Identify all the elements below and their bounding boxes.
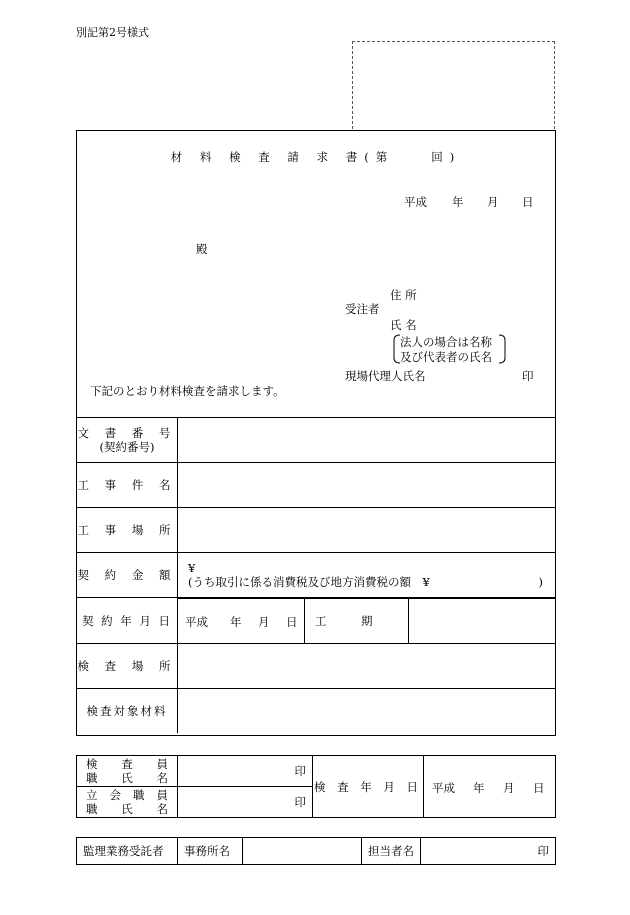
- period-label: 工 期: [305, 599, 409, 644]
- inspector-table: [76, 755, 556, 818]
- insp-char-1: 検: [86, 757, 98, 771]
- supervision-table: [76, 837, 556, 865]
- contract-amount-label: 契 約 金 額: [77, 553, 178, 598]
- request-text: 下記のとおり材料検査を請求します。: [90, 384, 285, 398]
- inspector-value[interactable]: [178, 756, 313, 787]
- insp-date-month: 月: [503, 781, 515, 795]
- doc-number-label: [77, 418, 178, 463]
- inspector-label: [77, 756, 178, 787]
- addressee-suffix: 殿: [196, 242, 208, 256]
- contract-date-year: 年: [230, 615, 242, 629]
- contract-number-text: (契約番号): [99, 440, 155, 454]
- form-header: [77, 131, 555, 417]
- office-label: 事務所名: [178, 838, 243, 865]
- contract-date-value[interactable]: [178, 599, 305, 644]
- person-value[interactable]: [421, 838, 556, 865]
- wit-char-1: 立: [86, 788, 98, 802]
- witness-label: [77, 787, 178, 818]
- tax-close: ): [538, 575, 543, 589]
- work-name-label: 工 事 件 名: [77, 463, 178, 508]
- corp-note-2: 及び代表者の氏名: [400, 350, 492, 364]
- date-month: 月: [487, 195, 499, 209]
- table-row: [77, 598, 555, 644]
- contract-date-label: 契 約 年 月 日: [77, 598, 178, 644]
- address-label: 住 所: [390, 288, 417, 302]
- wit-char-4: 員: [156, 788, 168, 802]
- person-label: 担当者名: [362, 838, 421, 865]
- date-era: 平成: [404, 195, 427, 209]
- name-char-2: 氏: [121, 771, 133, 785]
- table-row: [77, 463, 555, 508]
- date-day: 日: [522, 195, 534, 209]
- table-row: [77, 418, 555, 463]
- doc-number-value[interactable]: [178, 418, 556, 463]
- site-agent-label: 現場代理人氏名: [345, 369, 426, 383]
- contract-date-month: 月: [258, 615, 270, 629]
- table-row: [77, 553, 555, 598]
- witness-value[interactable]: [178, 787, 313, 818]
- wname-char-1: 職: [86, 802, 98, 816]
- right-bracket: [497, 334, 507, 364]
- name-label: 氏 名: [390, 318, 417, 332]
- supervision-label: 監理業務受託者: [77, 838, 178, 865]
- contract-date-era: 平成: [185, 615, 208, 629]
- contractor-label: 受注者: [345, 302, 380, 316]
- yen-mark: ¥: [188, 561, 196, 575]
- wit-char-2: 会: [109, 788, 121, 802]
- doc-number-text: 文 書 番 号: [77, 426, 177, 440]
- details-table: [77, 417, 555, 733]
- insp-date-era: 平成: [432, 781, 455, 795]
- insp-date-year: 年: [473, 781, 485, 795]
- inspection-place-value[interactable]: [178, 644, 556, 689]
- corp-note-1: 法人の場合は名称: [400, 335, 492, 349]
- name-char-1: 職: [86, 771, 98, 785]
- office-value[interactable]: [243, 838, 362, 865]
- period-value[interactable]: [409, 599, 556, 644]
- inspection-date-label: 検 査 年 月 日: [313, 756, 424, 818]
- receipt-stamp-box: [352, 41, 555, 129]
- contract-date-day: 日: [286, 615, 298, 629]
- wit-char-3: 職: [133, 788, 145, 802]
- witness-seal: 印: [294, 795, 306, 809]
- inspection-date-value[interactable]: [424, 756, 556, 818]
- inspection-place-label: 検 査 場 所: [77, 644, 178, 689]
- insp-char-3: 員: [156, 757, 168, 771]
- work-name-value[interactable]: [178, 463, 556, 508]
- agent-seal: 印: [522, 369, 534, 383]
- request-form: [76, 130, 556, 736]
- name-char-3: 名: [156, 771, 168, 785]
- inspector-seal: 印: [294, 764, 306, 778]
- insp-char-2: 査: [121, 757, 133, 771]
- table-row: [77, 508, 555, 553]
- date-year: 年: [452, 195, 464, 209]
- inspection-material-label: 検査対象材料: [77, 689, 178, 734]
- table-row: [77, 644, 555, 689]
- contract-date-cell: [178, 598, 556, 644]
- work-place-value[interactable]: [178, 508, 556, 553]
- contract-date-inner: [178, 598, 555, 643]
- work-place-label: 工 事 場 所: [77, 508, 178, 553]
- form-id: 別記第2号様式: [76, 26, 149, 39]
- inspection-material-value[interactable]: [178, 689, 556, 734]
- person-seal: 印: [537, 844, 549, 858]
- insp-date-day: 日: [533, 781, 545, 795]
- wname-char-2: 氏: [121, 802, 133, 816]
- form-title: 材 料 検 査 請 求 書(第 回): [170, 150, 462, 164]
- table-row: [77, 689, 555, 734]
- contract-amount-value[interactable]: [178, 553, 556, 598]
- tax-note: (うち取引に係る消費税及び地方消費税の額 ¥: [188, 575, 430, 589]
- wname-char-3: 名: [156, 802, 168, 816]
